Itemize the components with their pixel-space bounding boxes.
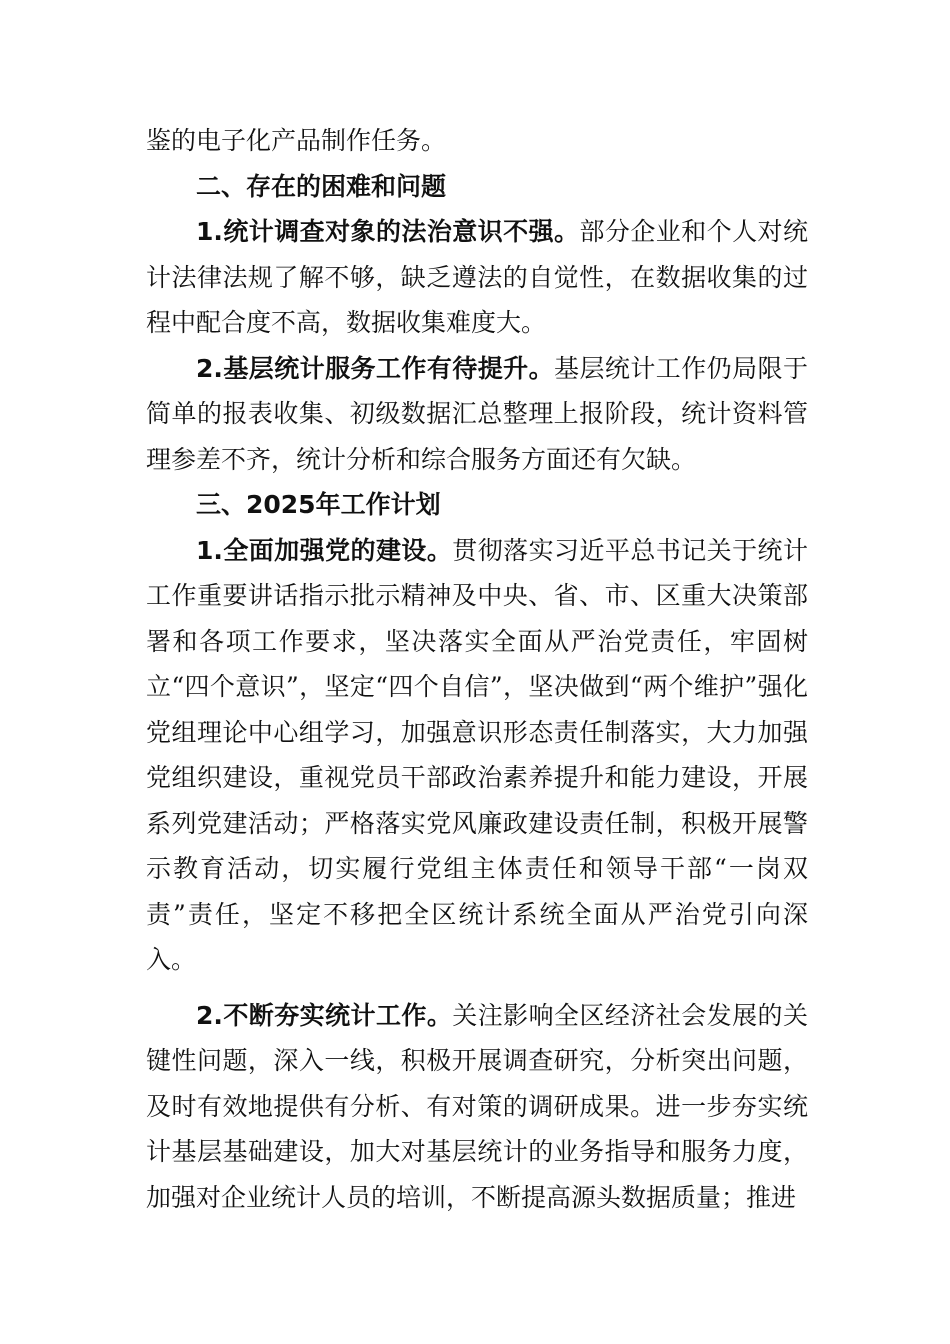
section-2-item-2-title: 2.基层统计服务工作有待提升。 bbox=[196, 353, 555, 383]
section-2-item-2 bbox=[146, 346, 808, 483]
intro-paragraph-tail: 鉴的电子化产品制作任务。 bbox=[146, 126, 447, 155]
section-3-item-2-title: 2.不断夯实统计工作。 bbox=[196, 1000, 453, 1030]
section-2-heading: 二、存在的困难和问题 bbox=[196, 171, 447, 201]
document-body bbox=[146, 118, 808, 1220]
section-3-item-1-title: 1.全面加强党的建设。 bbox=[196, 535, 453, 565]
section-2-item-1-title: 1.统计调查对象的法治意识不强。 bbox=[196, 217, 580, 246]
section-2-item-2-body: 基层统计工作仍局限于简单的报表收集、初级数据汇总整理上报阶段，统计资料管理参差不齐，统计分析和综合服务方面还有欠缺。 bbox=[146, 353, 808, 474]
section-3-item-2 bbox=[146, 993, 808, 1221]
section-2-item-1-body: 部分企业和个人对统计法律法规了解不够，缺乏遵法的自觉性，在数据收集的过程中配合度不高，数据收集难度大。 bbox=[146, 217, 808, 337]
section-2-item-1 bbox=[146, 209, 808, 346]
section-3-item-2-body: 关注影响全区经济社会发展的关键性问题，深入一线，积极开展调查研究，分析突出问题，及时有效地提供有分析、有对策的调研成果。进一步夯实统计基层基础建设，加大对基层统计的业务指导和服务力度，加强对企业统计人员的培训，不断提高源头数据质量；推进 bbox=[146, 1000, 808, 1212]
section-3-item-1-body: 贯彻落实习近平总书记关于统计工作重要讲话指示批示精神及中央、省、市、区重大决策部署和各项工作要求，坚决落实全面从严治党责任，牢固树立“四个意识”，坚定“四个自信”，坚决做到“两个维护”强化党组理论中心组学习，加强意识形态责任制落实，大力加强党组织建设，重视党员干部政治素养提升和能力建设，开展系列党建活动；严格落实党风廉政建设责任制，积极开展警示教育活动，切实履行党组主体责任和领导干部“一岗双责”责任，坚定不移把全区统计系统全面从严治党引向深入。 bbox=[146, 535, 808, 974]
section-3-item-1 bbox=[146, 528, 808, 983]
section-3-heading: 三、2025年工作计划 bbox=[196, 490, 441, 519]
